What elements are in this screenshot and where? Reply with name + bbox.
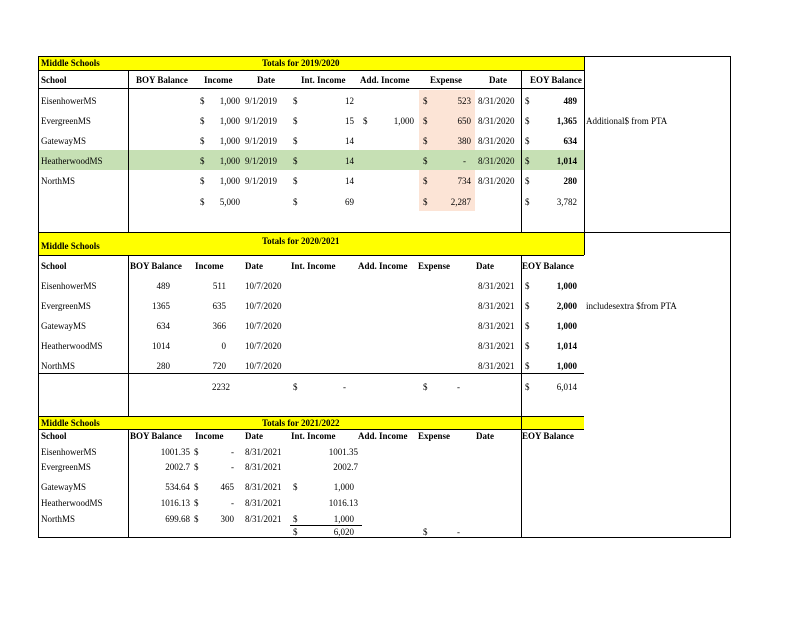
gridline <box>584 232 585 255</box>
s1-header-date2: Date <box>489 75 507 85</box>
income: 1,000 <box>219 136 240 146</box>
s2-header-add: Add. Income <box>358 261 408 271</box>
currency: $ <box>525 301 530 311</box>
s1-header-int: Int. Income <box>301 75 346 85</box>
s1-header-add: Add. Income <box>360 75 410 85</box>
s2-header-income: Income <box>195 261 224 271</box>
s2-header-school: School <box>41 261 67 271</box>
s3-header-expense: Expense <box>418 431 451 441</box>
section1-title: Totals for 2019/2020 <box>262 58 340 68</box>
gridline <box>38 56 731 57</box>
s3-header-school: School <box>41 431 67 441</box>
currency: $ <box>194 462 199 472</box>
boy-balance: 280 <box>156 361 170 371</box>
boy-balance: 489 <box>156 281 170 291</box>
eoy-balance: 1,014 <box>556 156 577 166</box>
school-name: NorthMS <box>41 361 76 371</box>
school-name: GatewayMS <box>41 136 86 146</box>
s3-header-int: Int. Income <box>291 431 336 441</box>
school-name: NorthMS <box>41 514 76 524</box>
currency: $ <box>293 514 298 524</box>
date2: 8/31/2020 <box>478 96 515 106</box>
currency: $ <box>525 197 530 207</box>
eoy-balance: 1,000 <box>556 361 577 371</box>
eoy-balance: 1,365 <box>556 116 577 126</box>
currency: $ <box>525 136 530 146</box>
section2-title: Totals for 2020/2021 <box>262 236 340 246</box>
gridline <box>38 537 731 538</box>
income: - <box>231 462 234 472</box>
school-name: HeatherwoodMS <box>41 156 103 166</box>
school-name: EvergreenMS <box>41 116 91 126</box>
date: 10/7/2020 <box>245 341 282 351</box>
gridline <box>38 373 584 374</box>
gridline <box>584 56 585 232</box>
total-eoy-balance: 3,782 <box>556 197 577 207</box>
currency: $ <box>293 527 298 537</box>
gridline <box>521 70 522 232</box>
currency: $ <box>525 321 530 331</box>
date: 8/31/2021 <box>245 498 282 508</box>
int-income: 14 <box>345 156 354 166</box>
s2-header-date: Date <box>245 261 263 271</box>
total-int-income: 6,020 <box>333 527 354 537</box>
currency: $ <box>293 136 298 146</box>
eoy-balance: 1,000 <box>556 321 577 331</box>
income: 0 <box>221 341 226 351</box>
currency: $ <box>194 447 199 457</box>
income: 366 <box>212 321 226 331</box>
total-int-income: 69 <box>345 197 354 207</box>
s2-header-eoy: EOY Balance <box>522 261 574 271</box>
expense: 523 <box>457 96 471 106</box>
currency: $ <box>423 527 428 537</box>
s1-header-boy: BOY Balance <box>136 75 188 85</box>
currency: $ <box>423 96 428 106</box>
int-income: 2002.7 <box>333 462 358 472</box>
currency: $ <box>423 176 428 186</box>
date2: 8/31/2020 <box>478 116 515 126</box>
currency: $ <box>293 382 298 392</box>
gridline <box>521 255 522 537</box>
currency: $ <box>293 96 298 106</box>
section1-label: Middle Schools <box>41 58 100 68</box>
s3-header-boy: BOY Balance <box>130 431 182 441</box>
date2: 8/31/2021 <box>478 301 515 311</box>
boy-balance: 1001.35 <box>160 447 190 457</box>
boy-balance: 1016.13 <box>160 498 190 508</box>
income: 635 <box>212 301 226 311</box>
income: 1,000 <box>219 156 240 166</box>
school-name: EisenhowerMS <box>41 447 97 457</box>
currency: $ <box>525 382 530 392</box>
currency: $ <box>423 197 428 207</box>
total-eoy-balance: 6,014 <box>556 382 577 392</box>
total-expense: 2,287 <box>450 197 471 207</box>
int-income: 12 <box>345 96 354 106</box>
income: 511 <box>212 281 226 291</box>
income: - <box>231 498 234 508</box>
boy-balance: 699.68 <box>165 514 190 524</box>
currency: $ <box>200 116 205 126</box>
int-income: 14 <box>345 176 354 186</box>
income: 1,000 <box>219 96 240 106</box>
int-income: 15 <box>345 116 354 126</box>
currency: $ <box>194 482 199 492</box>
int-income: 1016.13 <box>328 498 358 508</box>
section2-label: Middle Schools <box>41 241 100 251</box>
date: 9/1/2019 <box>245 176 278 186</box>
s1-header-eoy: EOY Balance <box>530 75 582 85</box>
currency: $ <box>423 136 428 146</box>
boy-balance: 534.64 <box>165 482 190 492</box>
int-income: 1,000 <box>333 482 354 492</box>
date2: 8/31/2021 <box>478 321 515 331</box>
currency: $ <box>293 197 298 207</box>
school-name: NorthMS <box>41 176 76 186</box>
currency: $ <box>194 498 199 508</box>
currency: $ <box>200 197 205 207</box>
int-income: 14 <box>345 136 354 146</box>
school-name: GatewayMS <box>41 321 86 331</box>
date2: 8/31/2020 <box>478 156 515 166</box>
currency: $ <box>525 156 530 166</box>
date: 8/31/2021 <box>245 514 282 524</box>
gridline <box>38 56 39 538</box>
currency: $ <box>525 176 530 186</box>
currency: $ <box>194 514 199 524</box>
date2: 8/31/2021 <box>478 341 515 351</box>
boy-balance: 1365 <box>152 301 170 311</box>
s3-header-add: Add. Income <box>358 431 408 441</box>
date: 10/7/2020 <box>245 301 282 311</box>
int-income: 1001.35 <box>328 447 358 457</box>
s3-header-income: Income <box>195 431 224 441</box>
currency: $ <box>200 136 205 146</box>
currency: $ <box>293 176 298 186</box>
int-income: 1,000 <box>333 514 354 524</box>
s1-header-income: Income <box>204 75 233 85</box>
currency: $ <box>525 361 530 371</box>
school-name: EisenhowerMS <box>41 281 97 291</box>
currency: $ <box>525 96 530 106</box>
date2: 8/31/2020 <box>478 176 515 186</box>
gridline <box>730 56 731 538</box>
school-name: EvergreenMS <box>41 462 91 472</box>
currency: $ <box>293 116 298 126</box>
expense: - <box>463 156 466 166</box>
currency: $ <box>525 281 530 291</box>
currency: $ <box>293 482 298 492</box>
income: 720 <box>212 361 226 371</box>
date: 9/1/2019 <box>245 116 278 126</box>
s1-header-date: Date <box>257 75 275 85</box>
s1-header-expense: Expense <box>430 75 463 85</box>
income: 1,000 <box>219 116 240 126</box>
gridline <box>128 255 129 416</box>
add-income: 1,000 <box>393 116 414 126</box>
total-income: 5,000 <box>219 197 240 207</box>
gridline <box>38 416 584 417</box>
eoy-balance: 634 <box>563 136 577 146</box>
gridline <box>38 255 584 256</box>
income: 300 <box>220 514 234 524</box>
gridline <box>38 232 731 233</box>
date: 10/7/2020 <box>245 321 282 331</box>
boy-balance: 634 <box>156 321 170 331</box>
total-int-income: - <box>343 382 346 392</box>
section3-label: Middle Schools <box>41 418 100 428</box>
gridline <box>290 525 362 526</box>
currency: $ <box>423 156 428 166</box>
income: 1,000 <box>219 176 240 186</box>
date: 9/1/2019 <box>245 96 278 106</box>
currency: $ <box>525 341 530 351</box>
expense: 734 <box>457 176 471 186</box>
income: 465 <box>220 482 234 492</box>
school-name: HeatherwoodMS <box>41 341 103 351</box>
currency: $ <box>293 156 298 166</box>
s3-header-date2: Date <box>476 431 494 441</box>
s2-header-expense: Expense <box>418 261 451 271</box>
date2: 8/31/2021 <box>478 361 515 371</box>
gridline <box>128 429 129 537</box>
currency: $ <box>200 156 205 166</box>
boy-balance: 1014 <box>152 341 170 351</box>
section3-title: Totals for 2021/2022 <box>262 418 340 428</box>
note: Additional$ from PTA <box>586 116 668 126</box>
expense: 380 <box>457 136 471 146</box>
eoy-balance: 1,000 <box>556 281 577 291</box>
boy-balance: 2002.7 <box>165 462 190 472</box>
date: 9/1/2019 <box>245 156 278 166</box>
date: 10/7/2020 <box>245 361 282 371</box>
gridline <box>38 70 584 71</box>
date2: 8/31/2020 <box>478 136 515 146</box>
eoy-balance: 489 <box>563 96 577 106</box>
date: 8/31/2021 <box>245 462 282 472</box>
school-name: GatewayMS <box>41 482 86 492</box>
s2-header-date2: Date <box>476 261 494 271</box>
currency: $ <box>200 96 205 106</box>
currency: $ <box>423 116 428 126</box>
eoy-balance: 280 <box>563 176 577 186</box>
s2-header-int: Int. Income <box>291 261 336 271</box>
total-income: 2232 <box>212 382 230 392</box>
s1-header-school: School <box>41 75 67 85</box>
total-expense: - <box>457 382 460 392</box>
eoy-balance: 2,000 <box>556 301 577 311</box>
s2-header-boy: BOY Balance <box>130 261 182 271</box>
date: 9/1/2019 <box>245 136 278 146</box>
date2: 8/31/2021 <box>478 281 515 291</box>
note: includesextra $from PTA <box>586 301 677 311</box>
gridline <box>38 429 584 430</box>
currency: $ <box>200 176 205 186</box>
income: - <box>231 447 234 457</box>
gridline <box>38 88 584 89</box>
date: 10/7/2020 <box>245 281 282 291</box>
currency: $ <box>363 116 368 126</box>
eoy-balance: 1,014 <box>556 341 577 351</box>
gridline <box>128 70 129 232</box>
currency: $ <box>423 382 428 392</box>
date: 8/31/2021 <box>245 447 282 457</box>
school-name: EisenhowerMS <box>41 96 97 106</box>
school-name: EvergreenMS <box>41 301 91 311</box>
date: 8/31/2021 <box>245 482 282 492</box>
s3-header-date: Date <box>245 431 263 441</box>
expense: 650 <box>457 116 471 126</box>
total-expense: - <box>457 527 460 537</box>
currency: $ <box>525 116 530 126</box>
s3-header-eoy: EOY Balance <box>522 431 574 441</box>
school-name: HeatherwoodMS <box>41 498 103 508</box>
